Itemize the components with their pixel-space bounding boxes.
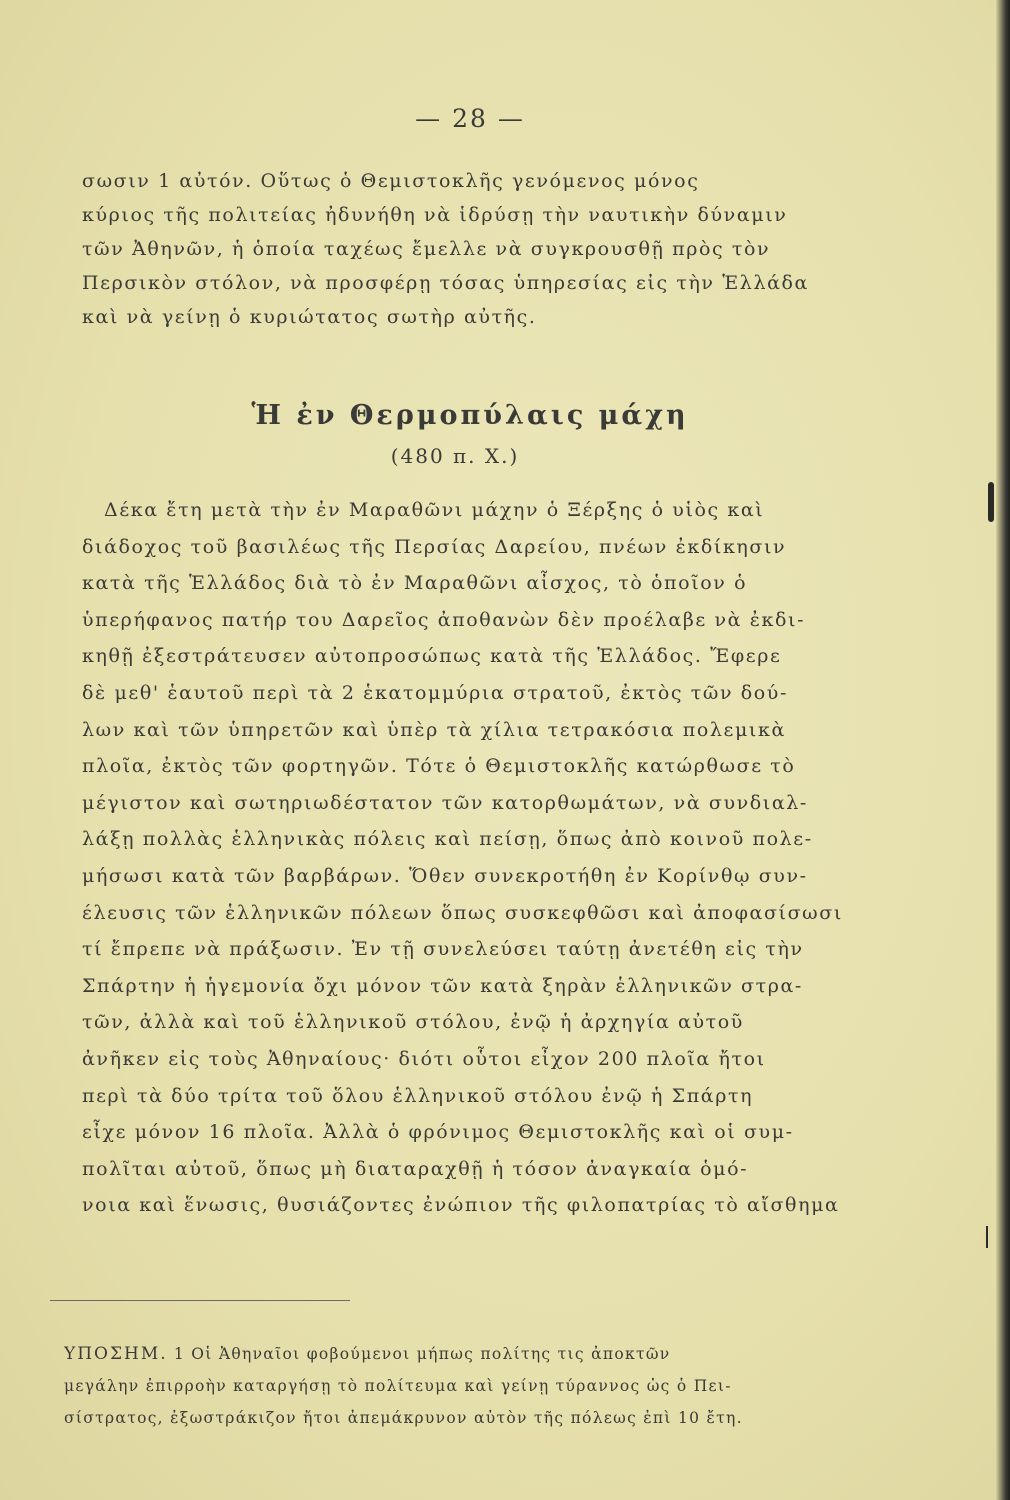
- text-line: λων καὶ τῶν ὑπηρετῶν καὶ ὑπὲρ τὰ χίλια τετρακόσια πολεμικὰ: [82, 718, 786, 741]
- text-line: νοια καὶ ἕνωσις, θυσιάζοντες ἐνώπιον τῆς φιλοπατρίας τὸ αἴσθημα: [82, 1194, 840, 1217]
- text-line: τῶν Ἀθηνῶν, ἡ ὁποία ταχέως ἔμελλε νὰ συγκρουσθῇ πρὸς τὸν: [82, 238, 771, 260]
- text-line: κατὰ τῆς Ἑλλάδος διὰ τὸ ἐν Μαραθῶνι αἶσχος, τὸ ὁποῖον ὁ: [82, 572, 748, 595]
- section-heading: Ἡ ἐν Θερμοπύλαις μάχη: [251, 400, 689, 431]
- text-line: Δέκα ἔτη μετὰ τὴν ἐν Μαραθῶνι μάχην ὁ Ξέρξης ὁ υἱὸς καὶ: [104, 499, 765, 521]
- footnote-text: 1 Οἱ Ἀθηναῖοι φοβούμενοι μήπως πολίτης τις ἀποκτῶν: [173, 1345, 671, 1363]
- text-line: περὶ τὰ δύο τρίτα τοῦ ὅλου ἑλληνικοῦ στόλου ἐνῷ ἡ Σπάρτη: [82, 1084, 754, 1107]
- text-line: λάξῃ πολλὰς ἑλληνικὰς πόλεις καὶ πείσῃ, ὅπως ἀπὸ κοινοῦ πολε-: [82, 828, 813, 851]
- continued-paragraph: [82, 164, 852, 334]
- margin-mark: [986, 1226, 988, 1248]
- text-line: κηθῇ ἐξεστράτευσεν αὐτοπροσώπως κατὰ τῆς Ἑλλάδος. Ἔφερε: [82, 645, 782, 668]
- text-line: δὲ μεθ' ἑαυτοῦ περὶ τὰ 2 ἑκατομμύρια στρατοῦ, ἐκτὸς τῶν δού-: [82, 681, 788, 704]
- text-line: τῶν, ἀλλὰ καὶ τοῦ ἑλληνικοῦ στόλου, ἐνῷ ἡ ἀρχηγία αὐτοῦ: [82, 1011, 744, 1034]
- text-line: εἶχε μόνον 16 πλοῖα. Ἀλλὰ ὁ φρόνιμος Θεμιστοκλῆς καὶ οἱ συμ-: [82, 1121, 794, 1144]
- text-line: Περσικὸν στόλον, νὰ προσφέρῃ τόσας ὑπηρεσίας εἰς τὴν Ἑλλάδα: [82, 272, 809, 294]
- text-line: κύριος τῆς πολιτείας ἠδυνήθη νὰ ἱδρύσῃ τὴν ναυτικὴν δύναμιν: [82, 204, 788, 226]
- main-paragraph: [82, 492, 852, 1224]
- margin-mark: [988, 482, 994, 522]
- footnote-line: σίστρατος, ἐξωστράκιζον ἤτοι ἀπεμάκρυνον αὐτὸν τῆς πόλεως ἐπὶ 10 ἔτη.: [64, 1409, 743, 1427]
- text-line: μέγιστον καὶ σωτηριωδέστατον τῶν κατορθωμάτων, νὰ συνδιαλ-: [82, 791, 808, 814]
- page-number: — 28 —: [415, 104, 525, 133]
- text-line: ἀνῆκεν εἰς τοὺς Ἀθηναίους· διότι οὗτοι εἶχον 200 πλοῖα ἤτοι: [82, 1047, 766, 1070]
- text-line: πολῖται αὐτοῦ, ὅπως μὴ διαταραχθῇ ἡ τόσον ἀναγκαία ὁμό-: [82, 1157, 749, 1180]
- footnote-line: [64, 1338, 854, 1370]
- footnote-line: μεγάλην ἐπιρροὴν καταργήσῃ τὸ πολίτευμα καὶ γείνῃ τύραννος ὡς ὁ Πει-: [64, 1377, 732, 1395]
- footnote-label: ΥΠΟΣΗΜ.: [64, 1344, 168, 1364]
- text-line: Σπάρτην ἡ ἡγεμονία ὄχι μόνον τῶν κατὰ ξηρὰν ἑλληνικῶν στρα-: [82, 974, 803, 997]
- text-line: πλοῖα, ἐκτὸς τῶν φορτηγῶν. Τότε ὁ Θεμιστοκλῆς κατώρθωσε τὸ: [82, 755, 796, 778]
- text-line: καὶ νὰ γείνῃ ὁ κυριώτατος σωτὴρ αὐτῆς.: [82, 306, 537, 328]
- text-line: σωσιν 1 αὐτόν. Οὕτως ὁ Θεμιστοκλῆς γενόμενος μόνος: [82, 170, 700, 192]
- text-line: έλευσις τῶν ἑλληνικῶν πόλεων ὅπως συσκεφθῶσι καὶ ἀποφασίσωσι: [82, 901, 843, 924]
- text-line: μήσωσι κατὰ τῶν βαρβάρων. Ὅθεν συνεκροτήθη ἐν Κορίνθῳ συν-: [82, 864, 808, 887]
- footnote-divider: [50, 1300, 350, 1301]
- book-binding-edge: [996, 0, 1010, 1500]
- footnote: [64, 1338, 854, 1434]
- text-line: τί ἔπρεπε νὰ πράξωσιν. Ἐν τῇ συνελεύσει ταύτῃ ἀνετέθη εἰς τὴν: [82, 938, 804, 961]
- section-date: (480 π. Χ.): [390, 444, 520, 468]
- text-line: διάδοχος τοῦ βασιλέως τῆς Περσίας Δαρείου, πνέων ἐκδίκησιν: [82, 535, 787, 558]
- text-line: ὑπερήφανος πατήρ του Δαρεῖος ἀποθανὼν δὲν προέλαβε νὰ ἐκδι-: [82, 608, 806, 631]
